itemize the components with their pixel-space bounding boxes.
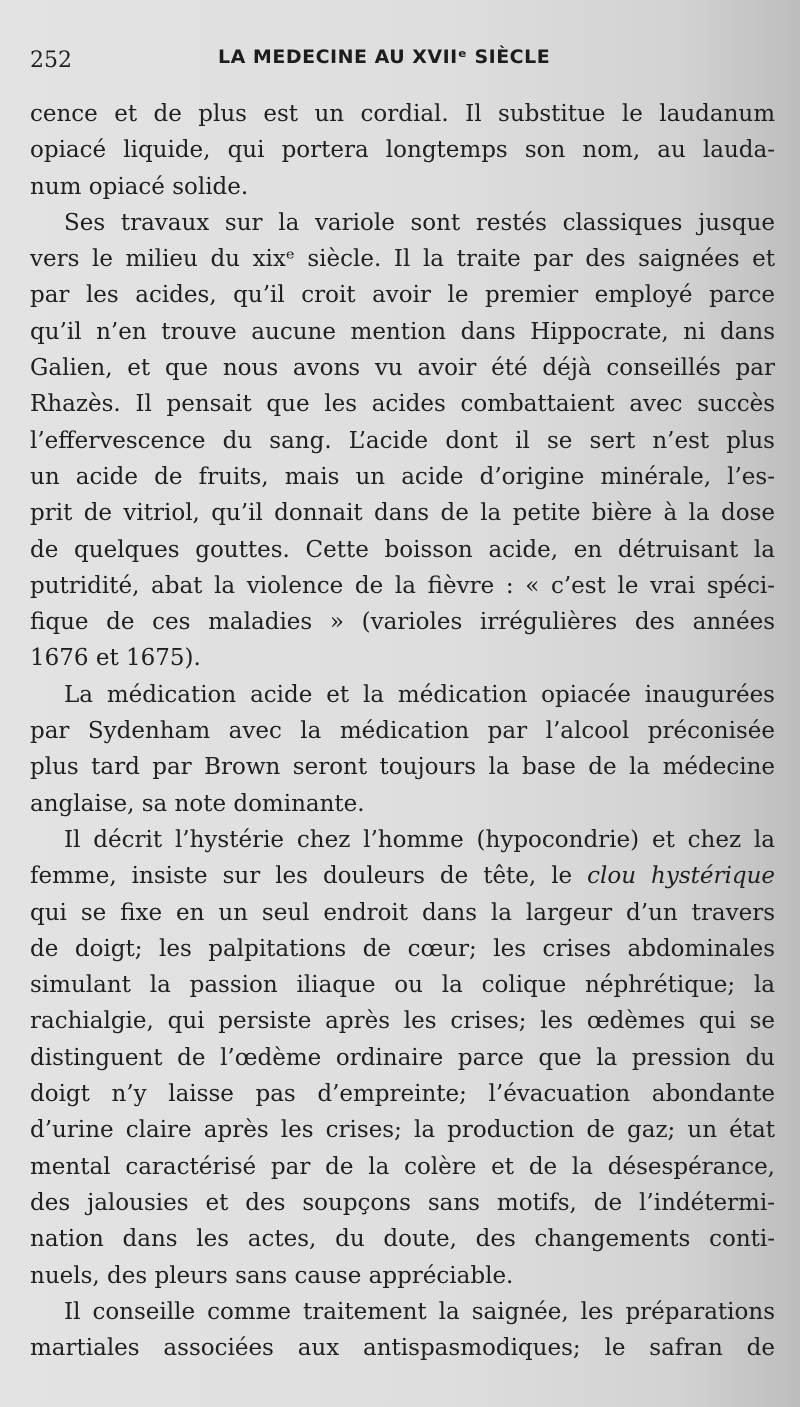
text-line: de quelques gouttes. Cette boisson acide, en détruisant la (30, 536, 775, 563)
text-line: rachialgie, qui persiste après les crises; les œdèmes qui se (30, 1008, 775, 1035)
text-line: num opiacé solide. (30, 173, 249, 200)
text-line: cence et de plus est un cordial. Il substitue le laudanum (30, 101, 775, 127)
text-line: La médication acide et la médication opiacée inaugurées (64, 681, 775, 708)
text-line: doigt n’y laisse pas d’empreinte; l’évacuation abondante (30, 1081, 775, 1108)
text-line (30, 858, 775, 894)
text-line: Ses travaux sur la variole sont restés classiques jusque (64, 209, 775, 236)
text-line: nuels, des pleurs sans cause appréciable. (30, 1262, 514, 1289)
text-line: simulant la passion iliaque ou la colique néphrétique; la (30, 972, 775, 999)
text-line: anglaise, sa note dominante. (30, 790, 365, 817)
text-line: fique de ces maladies » (varioles irrégulières des années (30, 609, 775, 636)
text-line: nation dans les actes, du doute, des changements conti- (30, 1226, 775, 1253)
text-line: opiacé liquide, qui portera longtemps son nom, au lauda- (30, 137, 775, 164)
text-line: mental caractérisé par de la colère et de la désespérance, (30, 1153, 775, 1180)
text-line: Rhazès. Il pensait que les acides combattaient avec succès (30, 391, 775, 418)
text-line: Galien, et que nous avons vu avoir été déjà conseillés par (30, 355, 775, 382)
page-header (30, 42, 770, 82)
text-line: plus tard par Brown seront toujours la base de la médecine (30, 754, 775, 781)
text-line: qu’il n’en trouve aucune mention dans Hippocrate, ni dans (30, 318, 775, 345)
text-line: prit de vitriol, qu’il donnait dans de la petite bière à la dose (30, 500, 775, 527)
text-line: un acide de fruits, mais un acide d’origine minérale, l’es- (30, 463, 775, 490)
text-line: distinguent de l’œdème ordinaire parce que la pression du (30, 1044, 775, 1071)
text-line: qui se fixe en un seul endroit dans la largeur d’un travers (30, 899, 775, 926)
text-line: vers le milieu du xixᵉ siècle. Il la traite par des saignées et (30, 246, 775, 273)
text-line: par les acides, qu’il croit avoir le premier employé parce (30, 282, 775, 309)
text-line: de doigt; les palpitations de cœur; les crises abdominales (30, 935, 775, 962)
text-line: des jalousies et des soupçons sans motifs, de l’indétermi- (30, 1189, 775, 1216)
italic-term: clou hystérique (587, 863, 775, 890)
text-line: Il conseille comme traitement la saignée, les préparations (64, 1298, 775, 1325)
running-title: LA MEDECINE AU XVIIᵉ SIÈCLE (218, 46, 551, 68)
text-line-segment: femme, insiste sur les douleurs de tête, le (30, 863, 588, 890)
body-text (30, 96, 775, 1366)
text-line: 1676 et 1675). (30, 645, 201, 672)
page-number: 252 (30, 48, 72, 73)
text-line: martiales associées aux antispasmodiques; le safran de (30, 1335, 775, 1362)
text-line: par Sydenham avec la médication par l’alcool préconisée (30, 718, 775, 745)
text-line: putridité, abat la violence de la fièvre : « c’est le vrai spéci- (30, 572, 775, 599)
text-line: d’urine claire après les crises; la production de gaz; un état (30, 1117, 775, 1144)
text-line: Il décrit l’hystérie chez l’homme (hypocondrie) et chez la (64, 826, 775, 853)
text-line: l’effervescence du sang. L’acide dont il se sert n’est plus (30, 427, 775, 454)
